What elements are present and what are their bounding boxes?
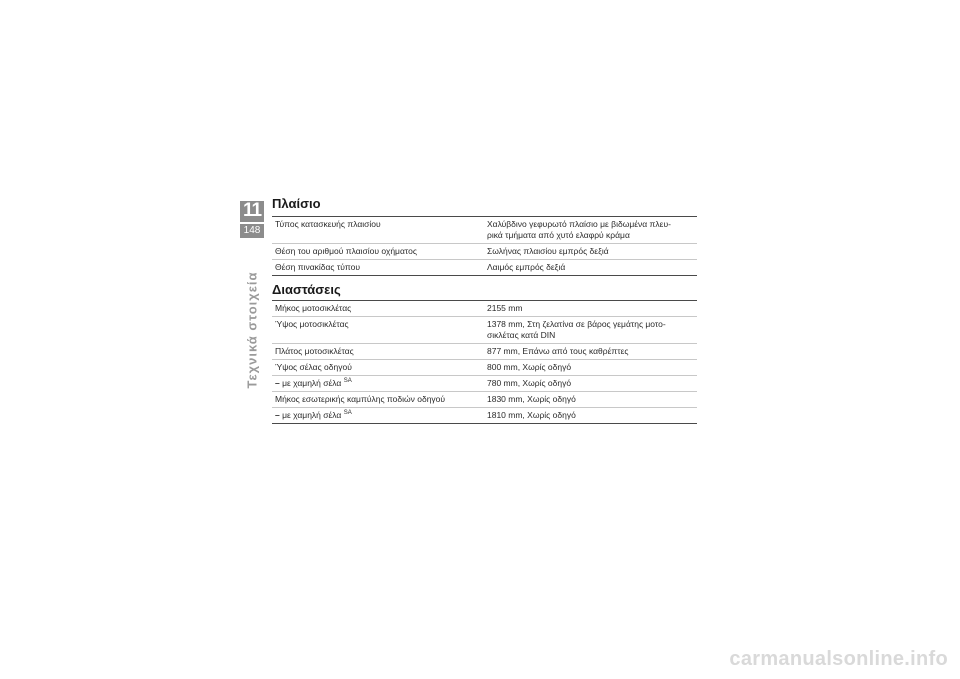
- value-line: σικλέτας κατά DIN: [487, 330, 556, 340]
- row-value: [482, 217, 697, 243]
- table-row: [272, 244, 697, 260]
- table-row: [272, 376, 697, 392]
- table-row: [272, 392, 697, 408]
- row-value: [482, 408, 697, 423]
- row-value: [482, 376, 697, 391]
- frame-section-title: Πλαίσιο: [272, 196, 321, 211]
- sa-superscript: SA: [343, 410, 352, 417]
- row-label: [272, 376, 482, 391]
- row-label: Ύψος μοτοσικλέτας: [275, 319, 349, 329]
- row-label-text: με χαμηλή σέλα: [282, 410, 342, 420]
- chapter-divider: [240, 222, 264, 224]
- value-line: 780 mm, Χωρίς οδηγό: [487, 378, 572, 388]
- row-label: Τύπος κατασκευής πλαισίου: [275, 219, 381, 229]
- table-row: [272, 301, 697, 317]
- table-row: [272, 408, 697, 424]
- value-line: Χαλύβδινο γεφυρωτό πλαίσιο με βιδωμένα πλευ-: [487, 219, 671, 229]
- table-row: [272, 260, 697, 276]
- value-line: Σωλήνας πλαισίου εμπρός δεξιά: [487, 246, 609, 256]
- row-label: Πλάτος μοτοσικλέτας: [275, 346, 354, 356]
- value-line: 877 mm, Επάνω από τους καθρέπτες: [487, 346, 629, 356]
- row-value: [482, 360, 697, 375]
- dimensions-table: [272, 300, 697, 424]
- table-row: [272, 360, 697, 376]
- value-line: Λαιμός εμπρός δεξιά: [487, 262, 566, 272]
- value-line: 1830 mm, Χωρίς οδηγό: [487, 394, 576, 404]
- table-row: [272, 344, 697, 360]
- value-line: 800 mm, Χωρίς οδηγό: [487, 362, 572, 372]
- value-line: 1378 mm, Στη ζελατίνα σε βάρος γεμάτης μοτο-: [487, 319, 666, 329]
- value-line: ρικά τμήματα από χυτό ελαφρύ κράμα: [487, 230, 630, 240]
- row-label: Θέση πινακίδας τύπου: [275, 262, 361, 272]
- chapter-side-title: Τεχνικά στοιχεία: [244, 271, 260, 389]
- dimensions-section-title: Διαστάσεις: [272, 282, 341, 297]
- row-label: Μήκος μοτοσικλέτας: [275, 303, 352, 313]
- page-number: 148: [243, 225, 261, 236]
- table-row: [272, 217, 697, 244]
- row-value: [482, 301, 697, 316]
- sa-superscript: SA: [343, 378, 352, 385]
- row-label: Μήκος εσωτερικής καμπύλης ποδιών οδηγού: [275, 394, 446, 404]
- row-label: [272, 408, 482, 423]
- chapter-number: 11: [242, 200, 262, 221]
- dash-marker: –: [275, 410, 280, 420]
- value-line: 1810 mm, Χωρίς οδηγό: [487, 410, 576, 420]
- row-value: [482, 244, 697, 259]
- row-label: Ύψος σέλας οδηγού: [275, 362, 352, 372]
- row-value: [482, 260, 697, 275]
- row-value: [482, 317, 697, 343]
- frame-table: [272, 216, 697, 276]
- row-label: Θέση του αριθμού πλαισίου οχήματος: [275, 246, 417, 256]
- value-line: 2155 mm: [487, 303, 523, 313]
- watermark: carmanualsonline.info: [729, 648, 948, 670]
- table-row: [272, 317, 697, 344]
- dash-marker: –: [275, 378, 280, 388]
- row-value: [482, 392, 697, 407]
- row-value: [482, 344, 697, 359]
- row-label-text: με χαμηλή σέλα: [282, 378, 342, 388]
